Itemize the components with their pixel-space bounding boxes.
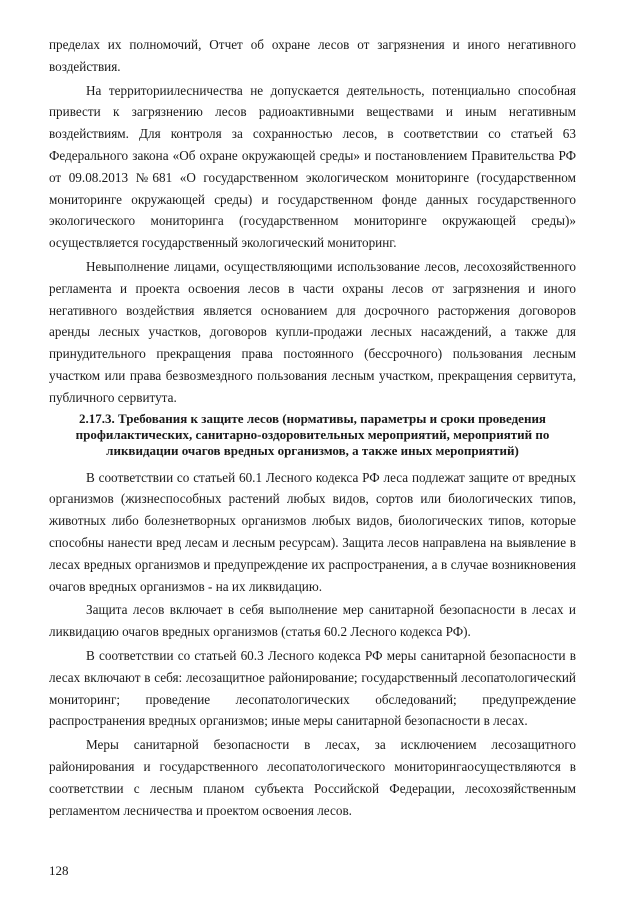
paragraph-article-60-1: В соответствии со статьей 60.1 Лесного кодекса РФ леса подлежат защите от вредных организмов (жизнеспособных растений любых видов, сортов или биологических типов, животных либо болезнетворных организмов любых видов, биологических типов, которые способны нанести вред лесам и лесным ресурсам). Защита лесов направлена на выявление в лесах вредных организмов и предупреждение их распространения, а в случае возникновения очагов вредных организмов - на их ликвидацию.: [49, 469, 576, 594]
paragraph-violations: Невыполнение лицами, осуществляющими использование лесов, лесохозяйственного регламента и проекта освоения лесов в части охраны лесов от загрязнения и иного негативного воздействия является основанием для досрочного расторжения договоров аренды лесных участков, договоров купли-продажи лесных насаждений, а также для принудительного прекращения права постоянного (бессрочного) пользования лесным участком или права безвозмездного пользования лесным участком, прекращения сервитута, публичного сервитута.: [49, 258, 576, 405]
paragraph-continuation: пределах их полномочий, Отчет об охране лесов от загрязнения и иного негативного воздействия.: [49, 37, 576, 74]
paragraph-article-60-3: В соответствии со статьей 60.3 Лесного кодекса РФ меры санитарной безопасности в лесах включают в себя: лесозащитное районирование; государственный лесопатологический мониторинг; проведение лесопатологических обследований; предупреждение распространения вредных организмов; иные меры санитарной безопасности в лесах.: [49, 647, 576, 729]
section-heading: 2.17.3. Требования к защите лесов (нормативы, параметры и сроки проведения профилактических, санитарно-оздоровительных мероприятий, мероприятий по ликвидации очагов вредных организмов, а также иных мероприятий): [75, 410, 550, 458]
paragraph-pollution-monitoring: На территориилесничества не допускается деятельность, потенциально способная привести к загрязнению лесов радиоактивными веществами и иным негативным воздействиям. Для контроля за сохранностью лесов, в соответствии со статьей 63 Федерального закона «Об охране окружающей среды» и постановлением Правительства РФ от 09.08.2013 №681 «О государственном экологическом мониторинге (государственном мониторинге окружающей среды) и государственном фонде данных государственного экологического мониторинга (государственном мониторинге окружающей среды)» осуществляется государственный экологический мониторинг.: [49, 82, 576, 251]
page-number: 128: [49, 863, 69, 878]
paragraph-article-60-2: Защита лесов включает в себя выполнение мер санитарной безопасности в лесах и ликвидацию очагов вредных организмов (статья 60.2 Лесного кодекса РФ).: [49, 602, 576, 640]
paragraph-sanitary-measures: Меры санитарной безопасности в лесах, за исключением лесозащитного районирования и государственного лесопатологического мониторингаосуществляются в соответствии с лесным планом субъекта Российской Федерации, лесохозяйственным регламентом лесничества и проектом освоения лесов.: [49, 737, 576, 818]
document-body: [49, 34, 576, 821]
